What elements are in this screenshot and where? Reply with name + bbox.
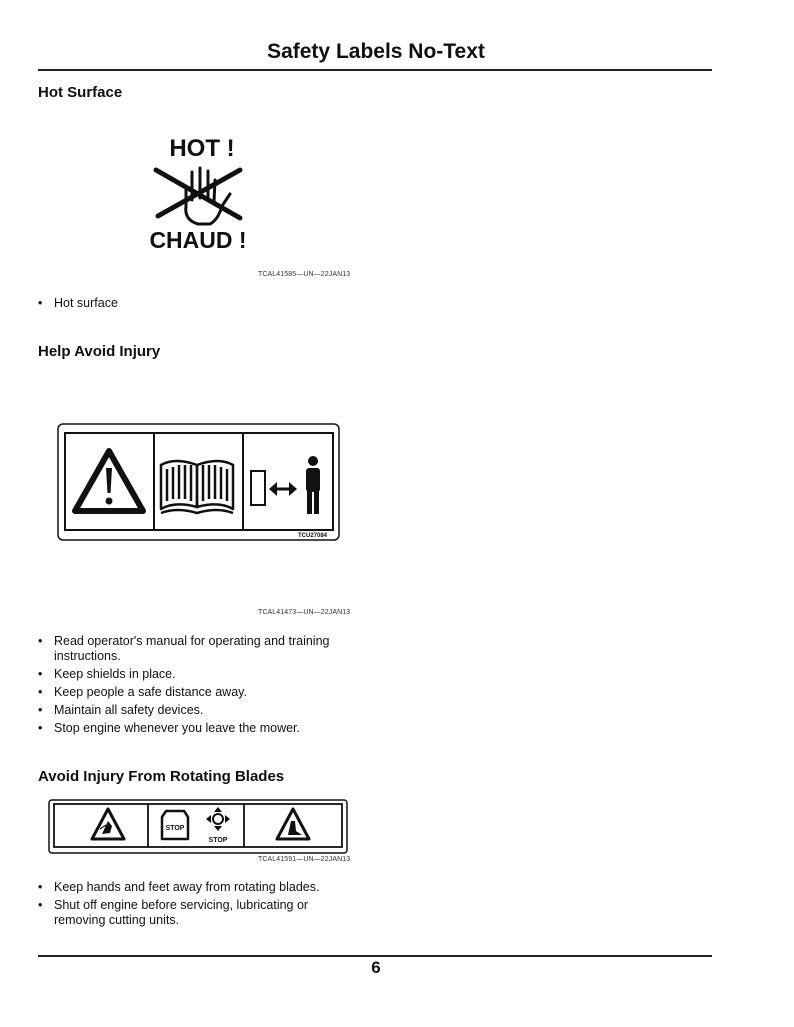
hot-label-text: HOT ! bbox=[169, 135, 235, 162]
operator-manual-book-icon bbox=[161, 461, 233, 513]
hot-surface-label bbox=[140, 128, 270, 258]
rotating-blades-bullet-list bbox=[38, 880, 358, 931]
figure-caption: TCAL41591—UN—22JAN13 bbox=[258, 856, 351, 863]
section-heading-rotating-blades: Avoid Injury From Rotating Blades bbox=[38, 768, 285, 785]
rotating-blades-decal bbox=[48, 799, 348, 854]
stop-text: STOP bbox=[165, 825, 185, 832]
stop-text: STOP bbox=[208, 837, 228, 844]
hot-surface-bullet-list bbox=[38, 296, 358, 314]
chaud-label-text: CHAUD ! bbox=[149, 227, 247, 253]
prohibit-cross-icon bbox=[156, 170, 240, 218]
footer-rule bbox=[38, 955, 712, 957]
section-heading-hot-surface: Hot Surface bbox=[38, 84, 123, 101]
header-rule bbox=[38, 69, 712, 71]
decal-code: TCU27084 bbox=[297, 533, 327, 539]
list-item: • Keep shields in place. bbox=[38, 667, 358, 682]
list-item: • Keep people a safe distance away. bbox=[38, 685, 358, 700]
list-item: • Read operator's manual for operating and training instructions. bbox=[38, 634, 358, 664]
list-item: • Keep hands and feet away from rotating blades. bbox=[38, 880, 358, 895]
section-heading-help-avoid-injury: Help Avoid Injury bbox=[38, 343, 161, 360]
help-avoid-injury-decal bbox=[57, 423, 340, 541]
figure-caption: TCAL41585—UN—22JAN13 bbox=[258, 271, 351, 278]
list-item: • Shut off engine before servicing, lubricating or removing cutting units. bbox=[38, 898, 358, 928]
list-item: • Maintain all safety devices. bbox=[38, 703, 358, 718]
list-item: • Stop engine whenever you leave the mower. bbox=[38, 721, 358, 736]
page-number: 6 bbox=[371, 958, 381, 977]
help-avoid-injury-bullet-list bbox=[38, 634, 358, 739]
engine-stop-icon bbox=[162, 811, 188, 839]
page-title: Safety Labels No-Text bbox=[267, 40, 485, 63]
list-item: • Hot surface bbox=[38, 296, 358, 311]
figure-caption: TCAL41473—UN—22JAN13 bbox=[258, 609, 351, 616]
